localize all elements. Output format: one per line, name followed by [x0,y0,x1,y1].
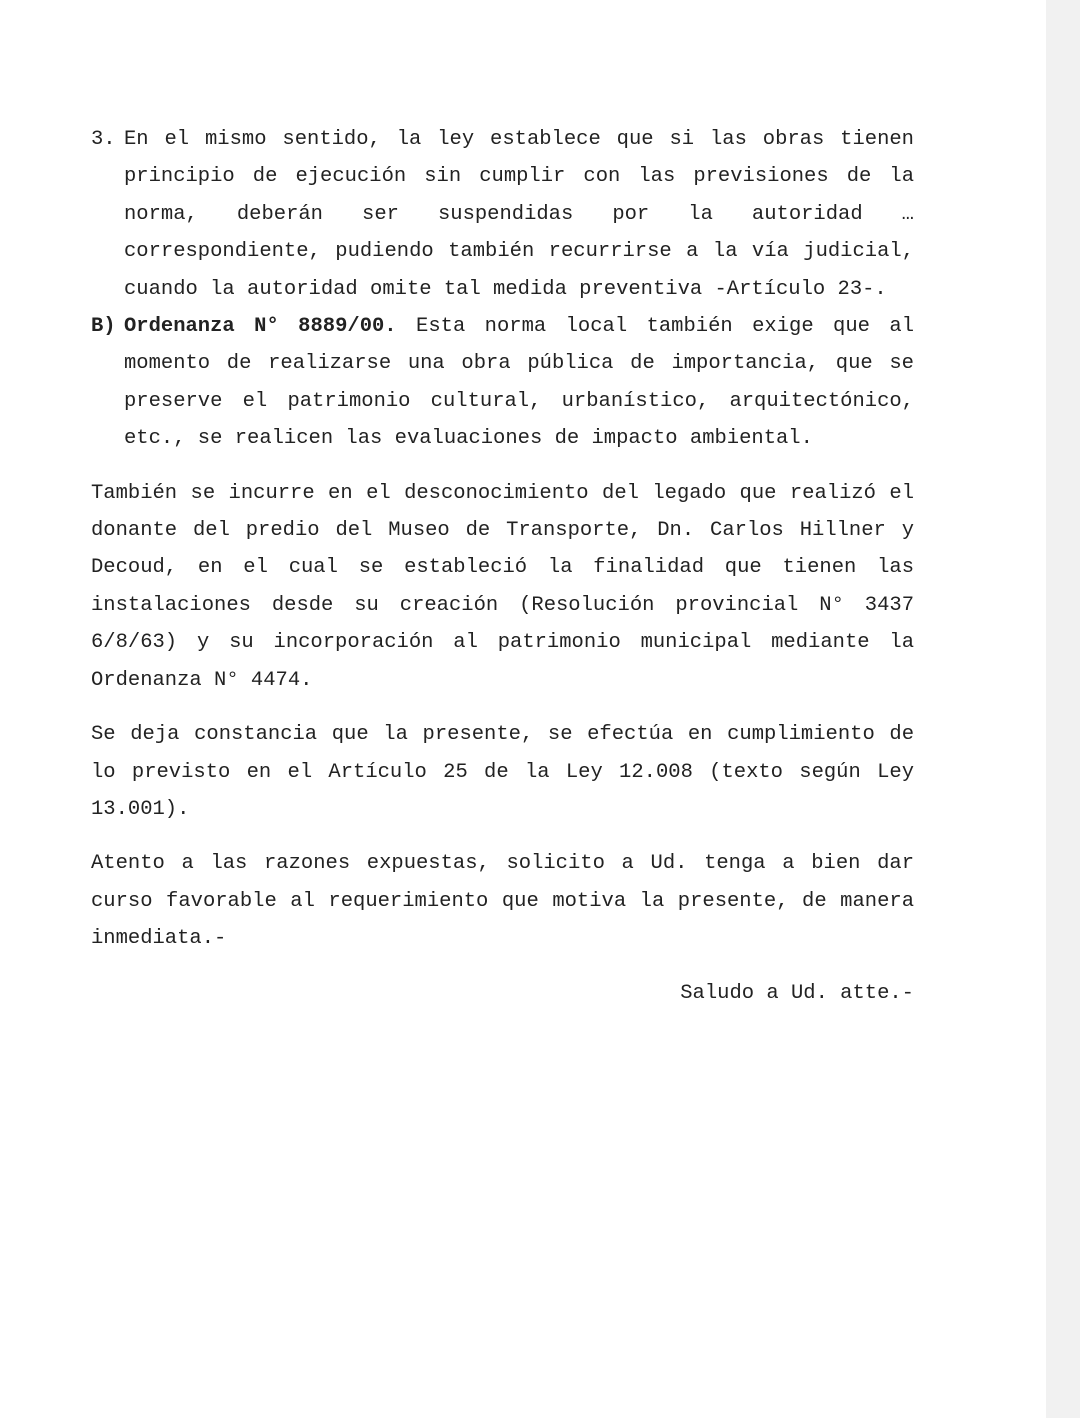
closing-salutation: Saludo a Ud. atte.- [680,981,914,1005]
ordinance-heading: Ordenanza N° 8889/00. [124,315,397,339]
viewer-gutter [1046,0,1080,1418]
list-item-text: Esta norma local también exige que al momento de realizarse una obra pública de importancia, que se preserve el patrimonio cultural, urbanístico, arquitectónico, etc., se realicen las evaluaciones de impacto ambiental. [124,315,914,451]
list-marker: B) [91,315,116,339]
numbered-list [91,121,914,458]
paragraph-legacy: También se incurre en el desconocimiento del legado que realizó el donante del predio del Museo de Transporte, Dn. Carlos Hillner y Decoud, en el cual se estableció la finalidad que tienen las instalaciones desde su creación (Resolución provincial N° 3437 6/8/63) y su incorporación al patrimonio municipal mediante la Ordenanza N° 4474. [91,481,914,692]
list-item-3 [91,121,914,308]
list-marker: 3. [91,128,116,151]
paragraph-request: Atento a las razones expuestas, solicito a Ud. tenga a bien dar curso favorable al requerimiento que motiva la presente, de manera inmediata.- [91,852,914,951]
document-body [91,121,914,1012]
list-item-text: En el mismo sentido, la ley establece que si las obras tienen principio de ejecución sin cumplir con las previsiones de la norma, deberán ser suspendidas por la autoridad … correspondiente, pudiendo también recurrirse a la vía judicial, cuando la autoridad omite tal medida preventiva -Artículo 23-. [124,128,914,301]
list-item-b [91,308,914,458]
paragraph-compliance: Se deja constancia que la presente, se efectúa en cumplimiento de lo previsto en el Artículo 25 de la Ley 12.008 (texto según Ley 13.001). [91,723,914,821]
